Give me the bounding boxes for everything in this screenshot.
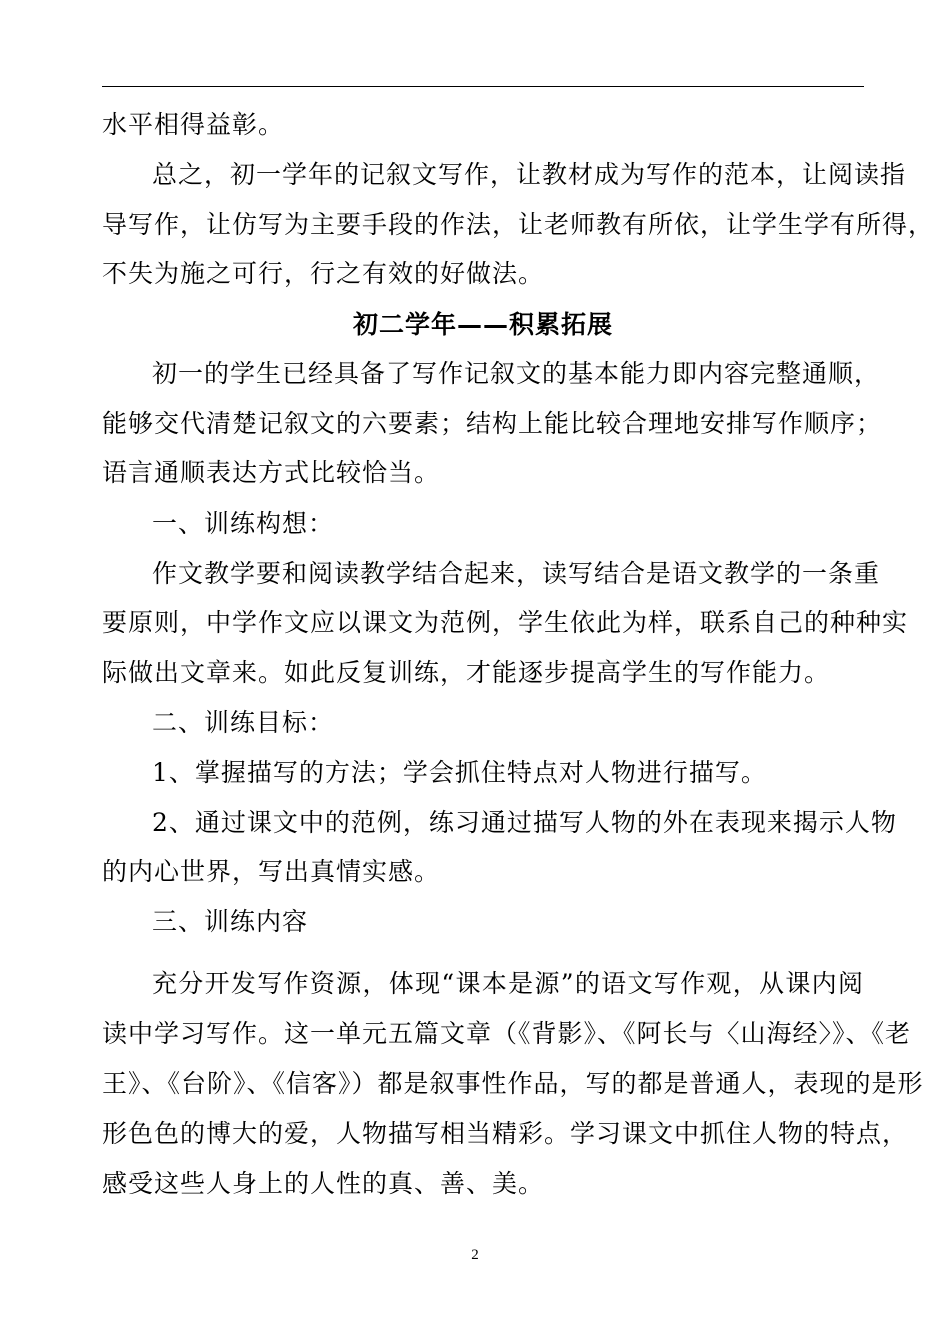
- text-line: 的内心世界，写出真情实感。: [102, 857, 441, 886]
- text-line: 感受这些人身上的人性的真、善、美。: [102, 1169, 545, 1198]
- text-line: 要原则，中学作文应以课文为范例，学生依此为样，联系自己的种种实: [102, 608, 909, 637]
- subheading: 一、训练构想：: [152, 509, 335, 538]
- text-line: 读中学习写作。这一单元五篇文章（《背影》、《阿长与〈山海经〉》、《老: [102, 1019, 912, 1048]
- subheading: 二、训练目标：: [152, 708, 335, 737]
- text-line: 导写作，让仿写为主要手段的作法，让老师教有所依，让学生学有所得，: [102, 210, 935, 239]
- text-line: 2、通过课文中的范例，练习通过描写人物的外在表现来揭示人物: [152, 808, 897, 837]
- text-line: 语言通顺表达方式比较恰当。: [102, 458, 441, 487]
- subheading: 三、训练内容: [152, 907, 309, 936]
- text-line: 能够交代清楚记叙文的六要素；结构上能比较合理地安排写作顺序；: [102, 409, 883, 438]
- text-line: 不失为施之可行，行之有效的好做法。: [102, 259, 545, 288]
- text-line: 总之，初一学年的记叙文写作，让教材成为写作的范本，让阅读指: [152, 160, 907, 189]
- text-line: 形色色的博大的爱，人物描写相当精彩。学习课文中抓住人物的特点，: [102, 1119, 909, 1148]
- header-rule: [102, 86, 864, 87]
- text-line: 充分开发写作资源，体现“课本是源”的语文写作观，从课内阅: [152, 969, 864, 998]
- section-heading: 初二学年——积累拓展: [352, 310, 613, 339]
- text-line: 际做出文章来。如此反复训练，才能逐步提高学生的写作能力。: [102, 658, 831, 687]
- text-line: 初一的学生已经具备了写作记叙文的基本能力即内容完整通顺，: [152, 359, 881, 388]
- text-line: 作文教学要和阅读教学结合起来，读写结合是语文教学的一条重: [152, 559, 881, 588]
- text-line: 王》、《台阶》、《信客》）都是叙事性作品，写的都是普通人，表现的是形: [102, 1069, 924, 1098]
- text-line: 水平相得益彰。: [102, 110, 285, 139]
- text-line: 1、掌握描写的方法；学会抓住特点对人物进行描写。: [152, 758, 767, 787]
- page-number: 2: [471, 1247, 479, 1263]
